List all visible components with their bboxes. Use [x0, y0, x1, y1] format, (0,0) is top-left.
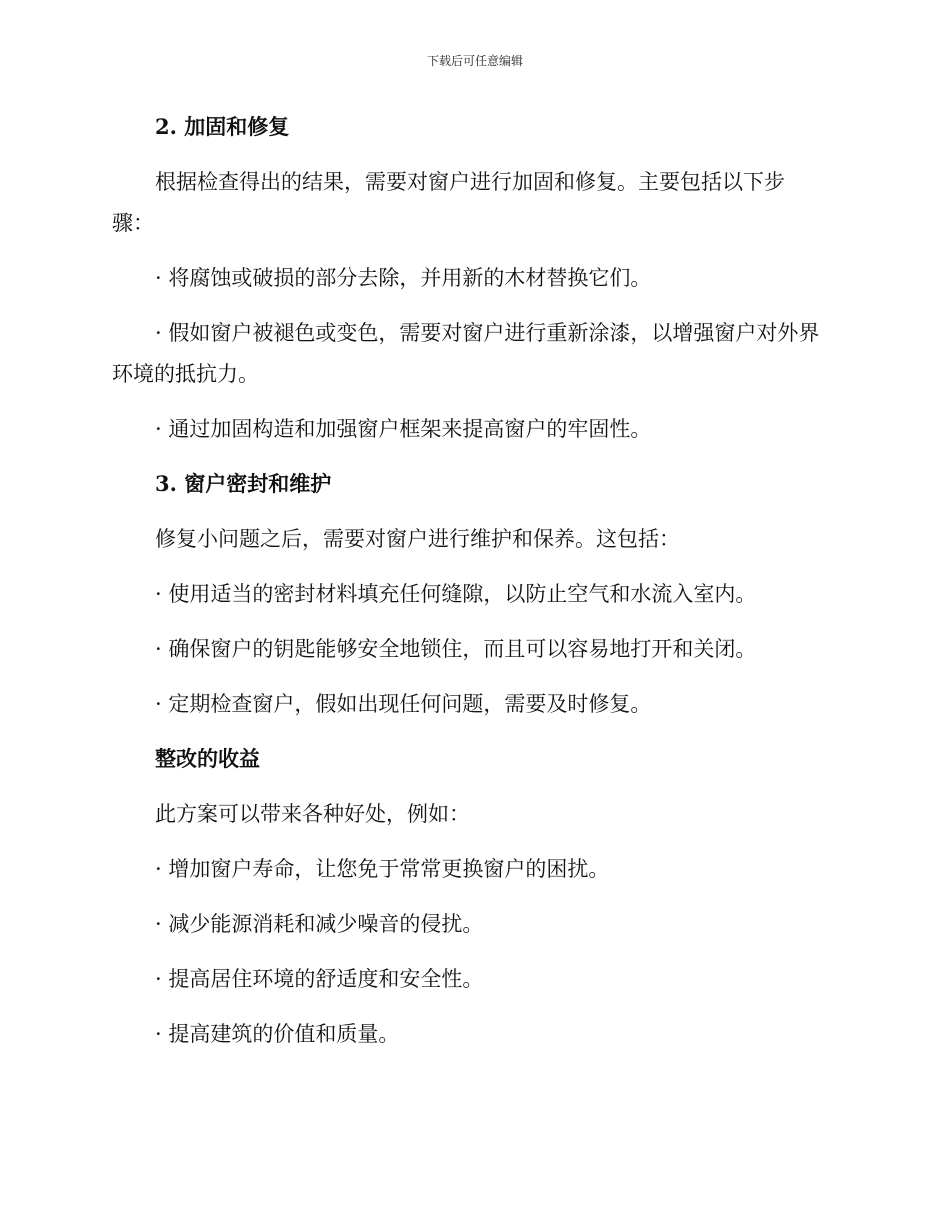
paragraph-maintain-intro: 修复小问题之后，需要对窗户进行维护和保养。这包括：	[155, 527, 680, 551]
list-item-longer-life: · 增加窗户寿命，让您免于常常更换窗户的困扰。	[155, 857, 610, 881]
section-heading-benefits: 整改的收益	[155, 746, 260, 771]
list-item-lock-check: · 确保窗户的钥匙能够安全地锁住，而且可以容易地打开和关闭。	[155, 637, 757, 661]
list-item-building-value: · 提高建筑的价值和质量。	[155, 1022, 400, 1046]
document-body	[112, 107, 824, 1069]
paragraph-benefits-intro: 此方案可以带来各种好处，例如：	[155, 802, 470, 826]
list-item-regular-inspection: · 定期检查窗户，假如出现任何问题，需要及时修复。	[155, 692, 652, 716]
list-item-energy-noise: · 减少能源消耗和减少噪音的侵扰。	[155, 912, 484, 936]
page-header: 下载后可任意编辑	[426, 54, 523, 68]
section-heading-reinforce-repair: 2. 加固和修复	[155, 114, 290, 139]
section-heading-seal-maintain: 3. 窗户密封和维护	[155, 471, 332, 496]
list-item-comfort-safety: · 提高居住环境的舒适度和安全性。	[155, 967, 484, 991]
list-item-repaint: · 假如窗户被褪色或变色，需要对窗户进行重新涂漆，以增强窗户对外界环境的抵抗力。	[112, 321, 820, 386]
list-item-strengthen-frame: · 通过加固构造和加强窗户框架来提高窗户的牢固性。	[155, 417, 652, 441]
list-item-replace-wood: · 将腐蚀或破损的部分去除，并用新的木材替换它们。	[155, 266, 652, 290]
list-item-seal-gaps: · 使用适当的密封材料填充任何缝隙，以防止空气和水流入室内。	[155, 582, 757, 606]
paragraph-repair-intro: 根据检查得出的结果，需要对窗户进行加固和修复。主要包括以下步骤：	[112, 170, 785, 235]
